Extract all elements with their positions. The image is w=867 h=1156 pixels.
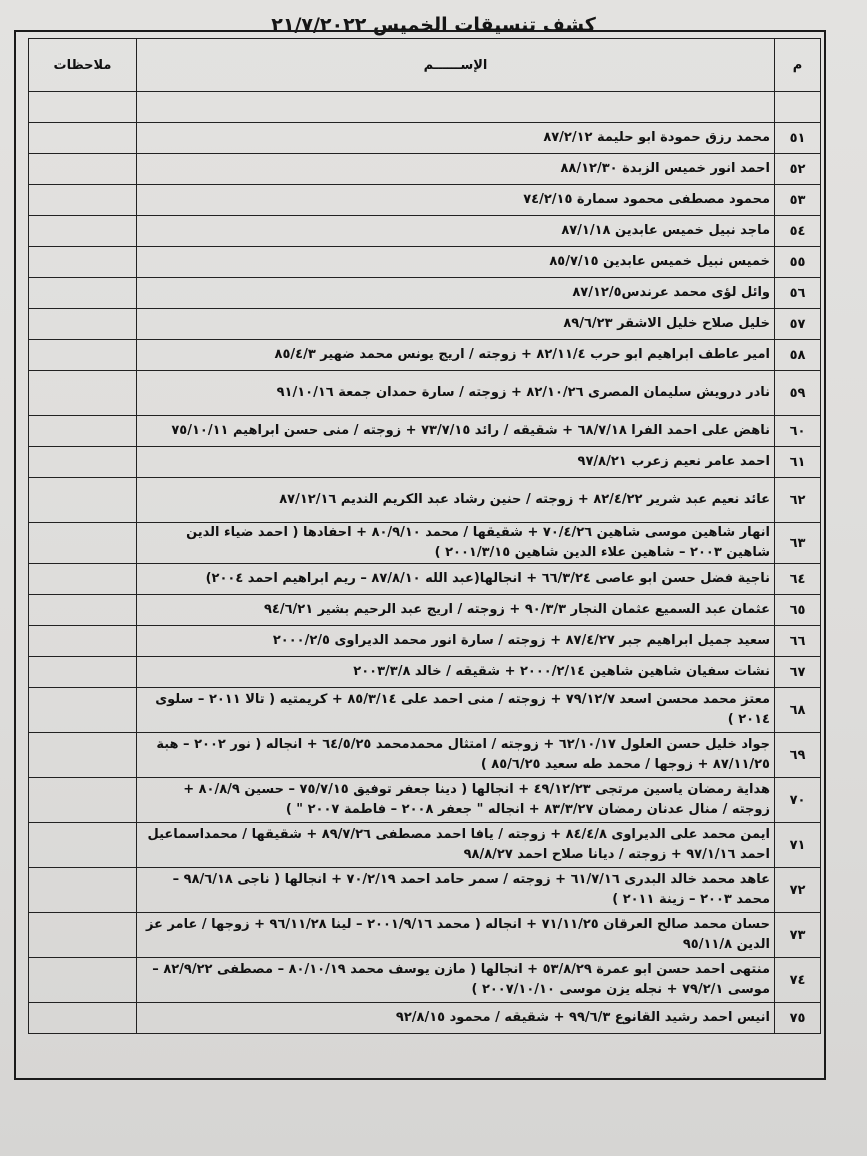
table-row bbox=[29, 123, 821, 154]
row-name: منتهى احمد حسن ابو عمرة ٥٣/٨/٢٩ + انجالها ( مازن يوسف محمد ٨٠/١٠/١٩ – مصطفى ٨٢/٩/٢٢ – موسى ٧٩/٢/١ + نجله يزن موسى ٢٠٠٧/١٠/١٠ ) bbox=[137, 958, 775, 1003]
row-notes bbox=[29, 309, 137, 340]
row-number: ٥٨ bbox=[775, 340, 821, 371]
table-row bbox=[29, 733, 821, 778]
row-number: ٧٤ bbox=[775, 958, 821, 1003]
row-number: ٦٨ bbox=[775, 688, 821, 733]
row-notes bbox=[29, 868, 137, 913]
row-name: محمد رزق حمودة ابو حليمة ٨٧/٢/١٢ bbox=[137, 123, 775, 154]
row-notes bbox=[29, 626, 137, 657]
table-row bbox=[29, 340, 821, 371]
table-row bbox=[29, 823, 821, 868]
table-row bbox=[29, 595, 821, 626]
row-name: ماجد نبيل خميس عابدين ٨٧/١/١٨ bbox=[137, 216, 775, 247]
table-row bbox=[29, 868, 821, 913]
row-notes bbox=[29, 216, 137, 247]
row-notes bbox=[29, 688, 137, 733]
table-row bbox=[29, 657, 821, 688]
row-name: سعيد جميل ابراهيم جبر ٨٧/٤/٢٧ + زوجته / سارة انور محمد الديراوى ٢٠٠٠/٢/٥ bbox=[137, 626, 775, 657]
row-notes bbox=[29, 371, 137, 416]
row-name: احمد انور خميس الزبدة ٨٨/١٢/٣٠ bbox=[137, 154, 775, 185]
row-name: انهار شاهين موسى شاهين ٧٠/٤/٢٦ + شقيقها / محمد ٨٠/٩/١٠ + احفادها ( احمد ضياء الدين شاهين ٢٠٠٣ – شاهين علاء الدين شاهين ٢٠٠١/٣/١٥ ) bbox=[137, 523, 775, 564]
row-number: ٥٩ bbox=[775, 371, 821, 416]
row-number: ٦٦ bbox=[775, 626, 821, 657]
table-row bbox=[29, 1003, 821, 1034]
row-notes bbox=[29, 958, 137, 1003]
row-name: عائد نعيم عبد شرير ٨٢/٤/٢٢ + زوجته / حنين رشاد عبد الكريم النديم ٨٧/١٢/١٦ bbox=[137, 478, 775, 523]
table-row bbox=[29, 913, 821, 958]
row-name: ناجية فضل حسن ابو عاصى ٦٦/٣/٢٤ + انجالها(عبد الله ٨٧/٨/١٠ – ريم ابراهيم احمد ٢٠٠٤) bbox=[137, 564, 775, 595]
table-row bbox=[29, 958, 821, 1003]
row-number: ٥٣ bbox=[775, 185, 821, 216]
table-row bbox=[29, 478, 821, 523]
row-notes bbox=[29, 823, 137, 868]
row-name: وائل لؤى محمد عرندس٨٧/١٢/٥ bbox=[137, 278, 775, 309]
row-name: جواد خليل حسن العلول ٦٢/١٠/١٧ + زوجته / امتثال محمدمحمد ٦٤/٥/٢٥ + انجاله ( نور ٢٠٠٢ – هبة ٨٧/١١/٢٥ + زوجها / محمد طه سعيد ٨٥/٦/٢٥ ) bbox=[137, 733, 775, 778]
row-number: ٥٥ bbox=[775, 247, 821, 278]
row-name: معتز محمد محسن اسعد ٧٩/١٢/٧ + زوجته / منى احمد على ٨٥/٣/١٤ + كريمتيه ( تالا ٢٠١١ – سلوى ٢٠١٤ ) bbox=[137, 688, 775, 733]
row-notes bbox=[29, 523, 137, 564]
row-notes bbox=[29, 247, 137, 278]
row-number: ٦٠ bbox=[775, 416, 821, 447]
table-row bbox=[29, 778, 821, 823]
row-name: ايمن محمد على الديراوى ٨٤/٤/٨ + زوجته / يافا احمد مصطفى ٨٩/٧/٢٦ + شقيقها / محمداسماعيل احمد ٩٧/١/١٦ + زوجته / ديانا صلاح احمد ٩٨/٨/٢٧ bbox=[137, 823, 775, 868]
row-notes bbox=[29, 154, 137, 185]
row-notes bbox=[29, 657, 137, 688]
row-notes bbox=[29, 278, 137, 309]
table-body bbox=[29, 92, 821, 1034]
row-notes bbox=[29, 123, 137, 154]
row-number: ٥٦ bbox=[775, 278, 821, 309]
header-number: م bbox=[775, 39, 821, 92]
row-notes bbox=[29, 778, 137, 823]
row-name: هداية رمضان ياسين مرتجى ٤٩/١٢/٢٣ + انجالها ( دينا جعفر توفيق ٧٥/٧/١٥ – حسين ٨٠/٨/٩ + زوجته / منال عدنان رمضان ٨٣/٣/٢٧ + انجاله " جعفر ٢٠٠٨ – فاطمة ٢٠٠٧ " ) bbox=[137, 778, 775, 823]
row-notes bbox=[29, 478, 137, 523]
row-number: ٦٥ bbox=[775, 595, 821, 626]
table-row bbox=[29, 523, 821, 564]
table-row bbox=[29, 688, 821, 733]
row-name: حسان محمد صالح العرقان ٧١/١١/٢٥ + انجاله ( محمد ٢٠٠١/٩/١٦ – لينا ٩٦/١١/٢٨ + زوجها / عامر عز الدين ٩٥/١١/٨ bbox=[137, 913, 775, 958]
table-row bbox=[29, 309, 821, 340]
table-row bbox=[29, 447, 821, 478]
row-name: انيس احمد رشيد القانوع ٩٩/٦/٣ + شقيقه / محمود ٩٢/٨/١٥ bbox=[137, 1003, 775, 1034]
row-number: ٦٩ bbox=[775, 733, 821, 778]
table-row bbox=[29, 154, 821, 185]
row-notes bbox=[29, 595, 137, 626]
row-number: ٦٤ bbox=[775, 564, 821, 595]
table-row bbox=[29, 185, 821, 216]
row-number: ٦٢ bbox=[775, 478, 821, 523]
row-name bbox=[137, 92, 775, 123]
row-number: ٥٤ bbox=[775, 216, 821, 247]
row-name: محمود مصطفى محمود سمارة ٧٤/٢/١٥ bbox=[137, 185, 775, 216]
row-notes bbox=[29, 1003, 137, 1034]
row-number: ٧٢ bbox=[775, 868, 821, 913]
row-number: ٦١ bbox=[775, 447, 821, 478]
row-notes bbox=[29, 447, 137, 478]
row-notes bbox=[29, 416, 137, 447]
row-notes bbox=[29, 92, 137, 123]
row-number: ٧١ bbox=[775, 823, 821, 868]
row-name: عاهد محمد خالد البدرى ٦١/٧/١٦ + زوجته / سمر حامد احمد ٧٠/٢/١٩ + انجالها ( ناجى ٩٨/٦/١٨ – محمد ٢٠٠٣ – زينة ٢٠١١ ) bbox=[137, 868, 775, 913]
row-number: ٧٣ bbox=[775, 913, 821, 958]
row-number: ٧٥ bbox=[775, 1003, 821, 1034]
row-number: ٦٣ bbox=[775, 523, 821, 564]
row-number: ٥٧ bbox=[775, 309, 821, 340]
table-row bbox=[29, 626, 821, 657]
table-row bbox=[29, 416, 821, 447]
row-name: خميس نبيل خميس عابدين ٨٥/٧/١٥ bbox=[137, 247, 775, 278]
table-row bbox=[29, 216, 821, 247]
row-notes bbox=[29, 340, 137, 371]
row-name: امير عاطف ابراهيم ابو حرب ٨٢/١١/٤ + زوجته / اريج يونس محمد ضهير ٨٥/٤/٣ bbox=[137, 340, 775, 371]
page-title: كشف تنسيقات الخميس ٢١/٧/٢٠٢٢ bbox=[271, 14, 596, 36]
row-number: ٥٢ bbox=[775, 154, 821, 185]
row-notes bbox=[29, 733, 137, 778]
row-name: خليل صلاح خليل الاشقر ٨٩/٦/٢٣ bbox=[137, 309, 775, 340]
row-name: ناهض على احمد الفرا ٦٨/٧/١٨ + شقيقه / رائد ٧٣/٧/١٥ + زوجته / منى حسن ابراهيم ٧٥/١٠/١١ bbox=[137, 416, 775, 447]
table-row bbox=[29, 247, 821, 278]
row-name: نادر درويش سليمان المصرى ٨٢/١٠/٢٦ + زوجته / سارة حمدان جمعة ٩١/١٠/١٦ bbox=[137, 371, 775, 416]
coordination-table bbox=[28, 38, 821, 1034]
row-notes bbox=[29, 185, 137, 216]
row-number: ٦٧ bbox=[775, 657, 821, 688]
row-number bbox=[775, 92, 821, 123]
table-row bbox=[29, 92, 821, 123]
row-number: ٧٠ bbox=[775, 778, 821, 823]
row-name: عثمان عبد السميع عثمان النجار ٩٠/٣/٣ + زوجته / اريج عبد الرحيم بشير ٩٤/٦/٢١ bbox=[137, 595, 775, 626]
row-notes bbox=[29, 564, 137, 595]
table-row bbox=[29, 278, 821, 309]
table-row bbox=[29, 564, 821, 595]
header-notes: ملاحظات bbox=[29, 39, 137, 92]
header-name: الإســــــم bbox=[137, 39, 775, 92]
row-name: احمد عامر نعيم زعرب ٩٧/٨/٢١ bbox=[137, 447, 775, 478]
table-row bbox=[29, 371, 821, 416]
row-number: ٥١ bbox=[775, 123, 821, 154]
row-notes bbox=[29, 913, 137, 958]
row-name: نشات سفيان شاهين شاهين ٢٠٠٠/٢/١٤ + شقيقه / خالد ٢٠٠٣/٣/٨ bbox=[137, 657, 775, 688]
table-header-row bbox=[29, 39, 821, 92]
